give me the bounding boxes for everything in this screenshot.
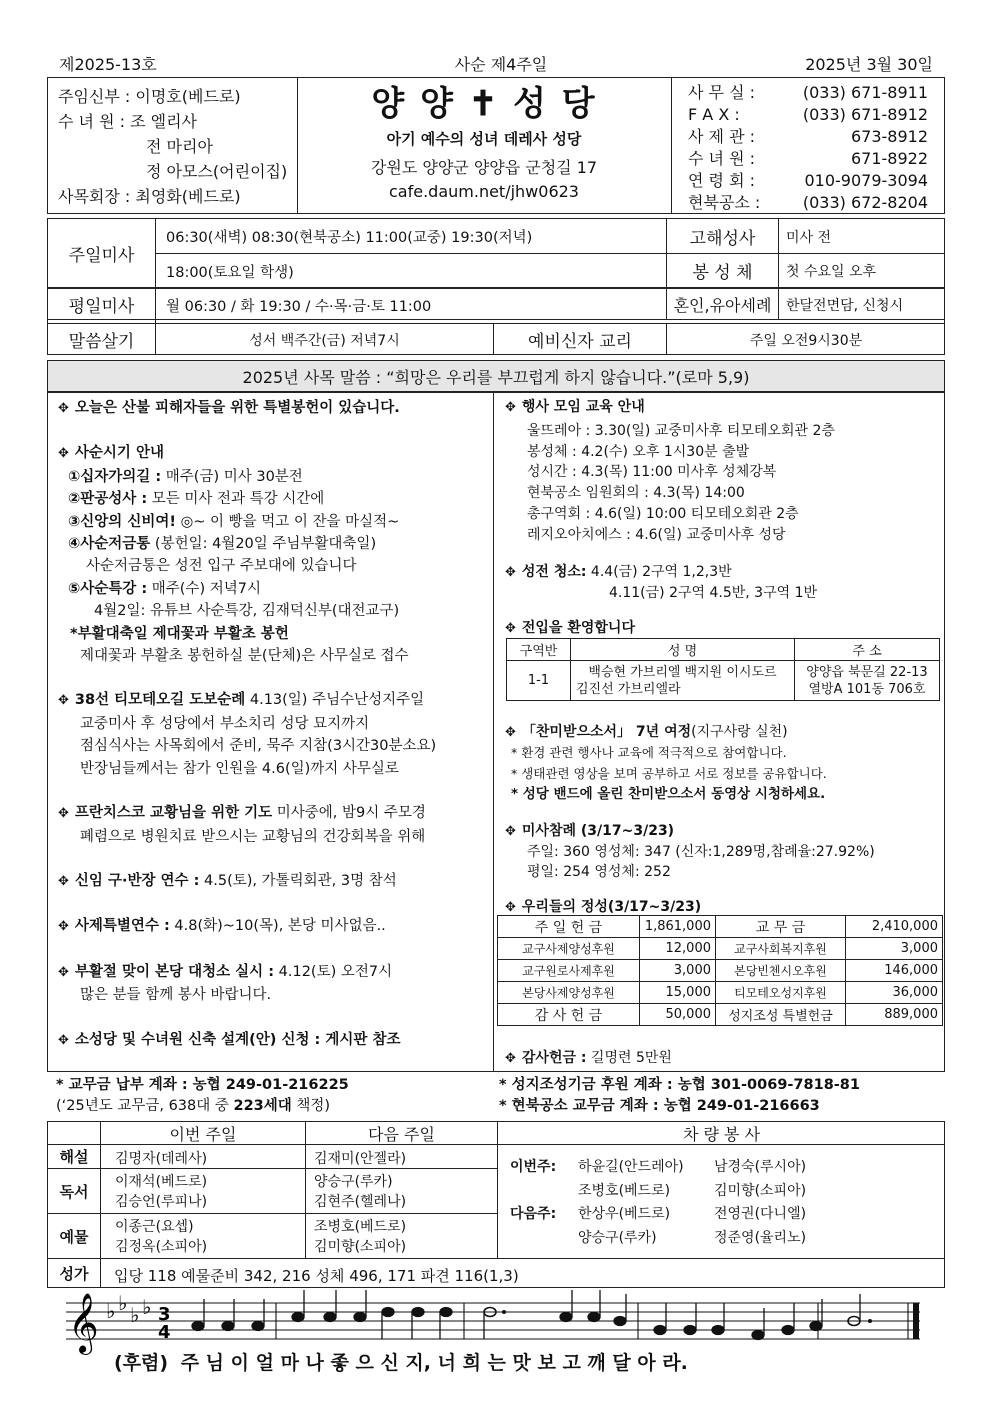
notice-text: 소성당 및 수녀원 신축 설계(안) 신청 : 게시판 참조: [74, 1031, 401, 1048]
lent-guide-title: [58, 442, 488, 465]
welcome-address-line: 열방A 101동 706호: [808, 681, 926, 697]
car-volunteer: 정준영(율리노): [714, 1229, 807, 1246]
cleaning-line-2: 많은 분들 함께 봉사 바랍니다.: [80, 987, 272, 1004]
word-value: 성서 백주간(금) 저녁7시: [249, 332, 400, 349]
refrain-lyrics: [114, 1348, 688, 1375]
item-label: ①십자가의길 :: [68, 468, 162, 485]
notice-text: 4.12(토) 오전7시: [274, 963, 393, 980]
offering-amount: 889,000: [846, 1004, 943, 1026]
offering-amount: 3,000: [846, 938, 943, 960]
this-week-header: 이번 주일: [169, 1124, 237, 1144]
car-this-label: 이번주:: [510, 1159, 557, 1175]
role-next-week: 조병호(베드로): [314, 1219, 407, 1235]
diamond-icon: ✥: [505, 1051, 516, 1066]
building-design-notice: [58, 1029, 488, 1052]
welcome-name-line: 백승현 가브리엘 백지원 이시도르: [588, 664, 777, 680]
sunday-mass-label: 주일미사: [68, 245, 135, 266]
offering-label: 교구사제양성후원: [498, 938, 640, 960]
flat-icon: ♭: [142, 1295, 152, 1319]
bulletin-date: 2025년 3월 30일: [805, 55, 933, 74]
notice-title: 사제특별연수 :: [74, 918, 170, 935]
welcome-title: [505, 618, 940, 640]
event-item: 울뜨레아 : 3.30(일) 교중미사후 티모테오회관 2층: [527, 422, 835, 439]
contact-label: 연 령 회 :: [688, 171, 756, 190]
tithe-note: [56, 1096, 349, 1117]
accounts-block: [56, 1075, 349, 1117]
diamond-icon: ✥: [58, 919, 69, 935]
contact-label: 사 제 관 :: [688, 127, 756, 146]
motto-text: 2025년 사목 말씀 : “희망은 우리를 부끄럽게 하지 않습니다.”(로마 5,9): [242, 367, 750, 387]
diamond-icon: ✥: [58, 401, 69, 416]
car-next-label: 다음주:: [510, 1206, 557, 1222]
shrine-account: [499, 1075, 860, 1096]
easter-flowers-detail: 제대꽃과 부활초 봉헌하실 분(단체)은 사무실로 접수: [80, 648, 409, 665]
thanks-offering: [505, 1047, 672, 1067]
car-volunteer: 양승구(루카): [578, 1229, 657, 1246]
welcome-address-line: 양양읍 북문길 22-13: [806, 664, 928, 680]
offering-label: 교구사회복지후원: [716, 938, 846, 960]
notice-special-offering: [58, 397, 488, 420]
offering-label: 본당사제양성후원: [498, 982, 640, 1004]
item-text: 매주(금) 미사 30분전: [161, 468, 303, 485]
wedding-value: 한달전면담, 신청시: [786, 298, 904, 314]
offering-amount: 1,861,000: [640, 916, 716, 938]
diamond-icon: ✥: [58, 964, 69, 980]
church-url[interactable]: cafe.daum.net/jhw0623: [389, 182, 579, 201]
welcome-names: [571, 661, 795, 701]
contact-label: 사 무 실 :: [688, 83, 756, 102]
car-service-list: [510, 1156, 806, 1250]
pope-prayer-notice: [58, 802, 488, 825]
offering-amount: 3,000: [640, 960, 716, 982]
laudato-video: * 성당 밴드에 올린 찬미받으소서 동영상 시청하세요.: [511, 786, 826, 803]
easter-flowers-title: *부활대축일 제대꽃과 부활초 봉헌: [70, 625, 289, 642]
contact-label: 수 녀 원 :: [688, 149, 756, 168]
note-text: 책정): [291, 1098, 331, 1114]
contact-label: F A X :: [688, 105, 740, 124]
catechumen-value: 주일 오전9시30분: [749, 332, 863, 349]
account-label: * 교무금 납부 계좌 :: [56, 1077, 188, 1093]
role-next-week: 김미향(소피아): [314, 1239, 407, 1255]
sunday-mass-times-2: 18:00(토요일 학생): [166, 265, 294, 281]
item-label: ⑤사순특강 :: [68, 580, 148, 597]
catechumen-label: 예비신자 교리: [528, 332, 632, 352]
tithe-account: [56, 1075, 349, 1096]
offering-label: 본당빈첸시오후원: [716, 960, 846, 982]
notice-title: 행사 모임 교육 안내: [521, 399, 645, 415]
event-item: 성시간 : 4.3(목) 11:00 미사후 성체강복: [527, 464, 777, 481]
pilgrimage-notice: [58, 689, 488, 712]
sunday-mass-times-1: 06:30(새벽) 08:30(현북공소) 11:00(교중) 19:30(저녁): [166, 230, 533, 246]
offering-table: [497, 915, 943, 1026]
notice-title: 프란치스코 교황님을 위한 기도: [74, 805, 273, 822]
event-item: 레지오아치에스 : 4.6(일) 교중미사후 성당: [527, 526, 786, 543]
right-notices: [505, 397, 940, 640]
hymn-label: 성가: [59, 1265, 89, 1283]
lent-item-2: [58, 488, 488, 510]
refrain-label: (후렴): [114, 1352, 169, 1374]
contact-value: (033) 671-8911: [802, 83, 928, 102]
mass-attendance-sunday: 주일: 360 영성체: 347 (신자:1,289명,참례율:27.92%): [527, 844, 875, 861]
role-this-week: 이재석(베드로): [115, 1174, 208, 1190]
item-text: 매주(수) 저녁7시: [147, 580, 261, 597]
church-subtitle: 아기 예수의 성녀 데레사 성당: [386, 130, 582, 148]
council-president-line: 사목회장 : 최영화(베드로): [58, 187, 241, 206]
leader-training-notice: [58, 870, 488, 893]
laudato-title: [505, 722, 940, 743]
notice-title: 사순시기 안내: [74, 445, 164, 462]
diamond-icon: ✥: [505, 621, 516, 637]
diamond-icon: ✥: [58, 806, 69, 822]
offering-label: 티모테오성지후원: [716, 982, 846, 1004]
offering-label: 주 일 헌 금: [498, 916, 640, 938]
diamond-icon: ✥: [58, 1032, 69, 1048]
notice-text: 길명련 5만원: [586, 1050, 672, 1066]
events-list: [505, 421, 940, 546]
welcome-header: 구역반: [507, 639, 571, 661]
weekday-mass-times: 월 06:30 / 화 19:30 / 수·목·금·토 11:00: [166, 299, 432, 315]
laudato-line: * 환경 관련 행사나 교육에 적극적으로 참여합니다.: [511, 745, 787, 761]
contact-list: [688, 82, 928, 214]
offering-amount: 36,000: [846, 982, 943, 1004]
lent-item-5: [58, 578, 488, 600]
diamond-icon: ✥: [505, 400, 516, 415]
lent-item-4: [58, 533, 488, 555]
flat-icon: ♭: [118, 1291, 128, 1315]
church-name: 양 양 ✝ 성 당: [371, 84, 597, 124]
item-text: 모든 미사 전과 특강 시간에: [147, 491, 325, 508]
right-notices-2: [505, 722, 940, 918]
diamond-icon: ✥: [58, 873, 69, 889]
wedding-label: 혼인,유아세례: [673, 295, 772, 315]
notice-text: 4.13(일) 주님수난성지주일: [245, 692, 425, 709]
item-label: ③신앙의 신비여!: [68, 513, 176, 530]
church-title-block: [298, 82, 670, 201]
refrain-text: 주 님 이 얼 마 나 좋 으 신 지, 너 희 는 맛 보 고 깨 달 아 라.: [180, 1352, 688, 1374]
treble-clef-icon: 𝄞: [68, 1293, 99, 1353]
liturgical-sunday: 사순 제4주일: [454, 55, 548, 74]
church-cleaning: [505, 562, 940, 584]
time-signature-icon: 3: [158, 1304, 171, 1325]
account-number: 농협 249-01-216663: [658, 1098, 820, 1114]
offering-amount: 2,410,000: [846, 916, 943, 938]
cleaning-notice: [58, 961, 488, 984]
account-number: 농협 249-01-216225: [187, 1077, 349, 1093]
role-this-week: 이종근(요셉): [115, 1219, 194, 1235]
notice-text: 4.5(토), 가톨릭회관, 3명 참석: [199, 872, 397, 889]
notice-text: 오늘은 산불 피해자들을 위한 특별봉헌이 있습니다.: [74, 400, 400, 416]
notice-title: 38선 티모테오길 도보순례: [74, 692, 246, 709]
confession-label: 고해성사: [689, 228, 756, 249]
notice-title: 감사헌금 :: [521, 1050, 587, 1066]
offering-label: 교구원로사제후원: [498, 960, 640, 982]
note-text: (‘25년도 교무금, 638대 중: [56, 1098, 234, 1114]
offering-label: 성지조성 특별헌금: [716, 1004, 846, 1026]
diamond-icon: ✥: [505, 823, 516, 839]
contact-value: 671-8922: [850, 149, 928, 168]
communion-value: 첫 수요일 오후: [786, 264, 877, 280]
role-next-week: 김재미(안젤라): [314, 1151, 407, 1167]
item-label: ②판공성사 :: [68, 491, 148, 508]
diamond-icon: ✥: [58, 693, 69, 709]
sisters-line: 수 녀 원 : 조 엘리사: [58, 112, 198, 131]
account-label: * 성지조성기금 후원 계좌 :: [499, 1077, 673, 1093]
clergy-list: [58, 84, 287, 209]
car-volunteer: 조병호(베드로): [578, 1182, 671, 1199]
laudato-line: * 생태관련 영상을 보며 공부하고 서로 정보를 공유합니다.: [511, 765, 827, 781]
role-next-week: 김현주(헬레나): [314, 1194, 407, 1210]
role-this-week: 김명자(데레사): [115, 1151, 208, 1167]
notice-title: 전입을 환영합니다: [521, 620, 635, 637]
item-text: ◎~ 이 빵을 먹고 이 잔을 마실적~: [175, 513, 400, 530]
hymn-numbers: 입당 118 예물준비 342, 216 성체 496, 171 파견 116(1,3): [114, 1267, 519, 1285]
accounts-block-right: [499, 1075, 860, 1117]
notice-text: 미사중에, 밤9시 주모경: [272, 805, 426, 822]
notice-title: 신임 구·반장 연수 :: [74, 872, 200, 889]
item-text: (봉헌일: 4월20일 주님부활대축일): [150, 536, 377, 553]
notice-title: 성전 청소:: [521, 563, 587, 580]
welcome-name-line: 김진선 가브리엘라: [576, 681, 681, 697]
role-offering: 예물: [59, 1227, 89, 1246]
welcome-area: 1-1: [507, 661, 571, 701]
bulletin-header: [47, 52, 945, 75]
issue-number: 제2025-13호: [59, 55, 157, 74]
flat-icon: ♭: [106, 1299, 116, 1323]
pilgrimage-line-2: 교중미사 후 성당에서 부소치리 성당 묘지까지: [80, 715, 370, 732]
notice-title: 우리들의 정성(3/17~3/23): [521, 898, 702, 915]
notice-text: (지구사랑 실천): [691, 724, 788, 740]
car-volunteer: 하윤길(안드레아): [578, 1159, 684, 1175]
events-title: [505, 397, 940, 419]
item-label: ④사순저금통: [68, 536, 151, 553]
flat-icon: ♭: [130, 1303, 140, 1327]
event-item: 현북공소 임원회의 : 4.3(목) 14:00: [527, 485, 745, 502]
pastor-line: 주임신부 : 이명호(베드로): [58, 87, 241, 106]
church-address: 강원도 양양군 양양읍 군청길 17: [370, 158, 598, 177]
lent-item-4-detail: 사순저금통은 성전 입구 주보대에 있습니다: [86, 558, 357, 575]
notice-text: 4.8(화)~10(목), 본당 미사없음..: [169, 918, 386, 935]
account-number: 농협 301-0069-7818-81: [672, 1077, 860, 1093]
welcome-header: 성 명: [571, 639, 795, 661]
offering-label: 감 사 헌 금: [498, 1004, 640, 1026]
priest-training-notice: [58, 915, 488, 938]
car-volunteer: 남경숙(루시아): [714, 1159, 807, 1175]
diamond-icon: ✥: [505, 564, 516, 580]
pilgrimage-line-3: 점심식사는 사목회에서 준비, 묵주 지참(3시간30분소요): [80, 738, 437, 755]
role-commentary: 해설: [59, 1148, 89, 1166]
lent-item-5-detail: 4월2일: 유튜브 사순특강, 김재덕신부(대전교구): [94, 603, 400, 620]
contact-value: (033) 672-8204: [802, 193, 928, 212]
account-label: * 현북공소 교무금 계좌 :: [499, 1098, 659, 1114]
offering-amount: 146,000: [846, 960, 943, 982]
communion-label: 봉 성 체: [692, 263, 753, 283]
mass-attendance-title: [505, 821, 940, 842]
pope-prayer-line-2: 폐렴으로 병원치료 받으시는 교황님의 건강회복을 위해: [80, 828, 426, 845]
diamond-icon: ✥: [58, 446, 69, 462]
notice-title: 부활절 맞이 본당 대청소 실시 :: [74, 963, 275, 980]
sister-2-line: 전 마리아: [146, 137, 213, 156]
role-this-week: 김승언(루피나): [115, 1194, 208, 1210]
lent-item-1: [58, 466, 488, 488]
notice-text: 4.4(금) 2구역 1,2,3반: [586, 563, 732, 580]
notice-title: 「찬미받으소서」 7년 여정: [521, 724, 692, 740]
pastoral-motto: [47, 360, 945, 392]
welcome-address: [795, 661, 940, 701]
note-bold: 223세대: [233, 1098, 292, 1114]
sister-3-line: 정 아모스(어린이집): [146, 162, 288, 181]
pilgrimage-line-4: 반장님들께서는 참가 인원을 4.6(일)까지 사무실로: [80, 760, 399, 777]
car-volunteer: 전영권(다니엘): [714, 1206, 807, 1222]
next-week-header: 다음 주일: [368, 1124, 435, 1144]
mass-attendance-weekday: 평일: 254 영성체: 252: [527, 864, 671, 881]
welcome-table: [506, 638, 940, 701]
notice-title: 미사참례 (3/17~3/23): [521, 822, 675, 839]
offering-label: 교 무 금: [716, 916, 846, 938]
confession-value: 미사 전: [786, 230, 832, 246]
diamond-icon: ✥: [505, 899, 516, 915]
contact-value: 010-9079-3094: [804, 171, 928, 190]
time-signature-icon: 4: [158, 1322, 171, 1343]
role-reading: 독서: [59, 1182, 89, 1201]
offering-amount: 12,000: [640, 938, 716, 960]
event-item: 총구역회 : 4.6(일) 10:00 티모테오회관 2층: [527, 505, 799, 522]
role-this-week: 김정옥(소피아): [115, 1239, 208, 1255]
word-label: 말씀살기: [68, 332, 135, 352]
hyeonbuk-account: [499, 1096, 860, 1117]
diamond-icon: ✥: [505, 725, 516, 740]
contact-value: (033) 671-8912: [802, 105, 928, 124]
event-item: 봉성체 : 4.2(수) 오후 1시30분 출발: [527, 443, 750, 460]
contact-label: 현북공소 :: [688, 193, 761, 212]
car-service-header: 차 량 봉 사: [682, 1124, 761, 1144]
car-volunteer: 김미향(소피아): [714, 1182, 807, 1199]
contact-value: 673-8912: [850, 127, 928, 146]
role-next-week: 양승구(루카): [314, 1174, 393, 1190]
lent-item-3: [58, 511, 488, 533]
church-cleaning-line-2: 4.11(금) 2구역 4.5반, 3구역 1반: [609, 585, 818, 602]
left-notices: [58, 397, 488, 1052]
weekday-mass-label: 평일미사: [68, 296, 135, 317]
car-volunteer: 한상우(베드로): [578, 1206, 671, 1222]
welcome-header: 주 소: [795, 639, 940, 661]
offering-amount: 50,000: [640, 1004, 716, 1026]
offering-amount: 15,000: [640, 982, 716, 1004]
